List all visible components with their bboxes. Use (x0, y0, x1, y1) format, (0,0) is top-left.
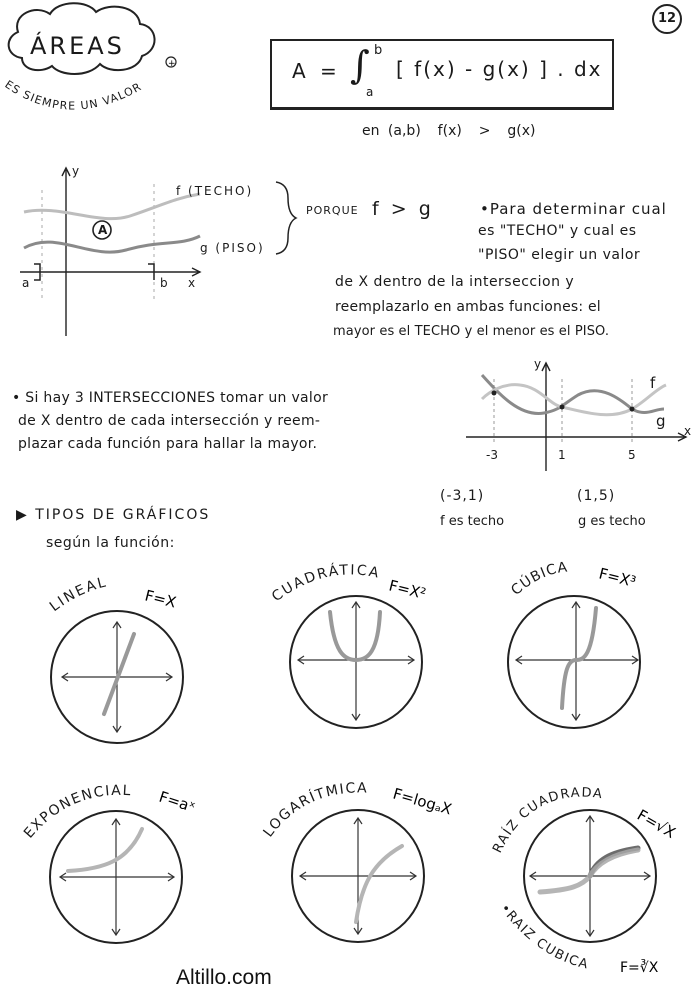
graph-type-raiz (492, 770, 692, 980)
graph-exponencial-formula: F=aˣ (156, 787, 198, 817)
tipos-sub: según la función: (46, 535, 175, 551)
graph-cubica-formula: F=X³ (597, 564, 638, 591)
explanation-line-1: •Para determinar cual (480, 200, 667, 218)
watermark: Altillo.com (176, 966, 272, 989)
graph2-tick-neg3: -3 (486, 448, 498, 462)
integral-upper: b (374, 43, 383, 58)
integral-lower: a (366, 85, 374, 99)
graph1-x-label: x (188, 276, 196, 290)
explanation-line-5: reemplazarlo en ambas funciones: el (335, 299, 601, 315)
formula-box (270, 39, 614, 110)
graph2-tick-1: 1 (558, 448, 566, 462)
graph-exponencial-name: EXPONENCIAL (20, 782, 133, 842)
intersections-line-1: • Si hay 3 INTERSECCIONES tomar un valor (12, 390, 329, 406)
interval-2-range: (1,5) (577, 488, 616, 504)
formula-body: [ f(x) - g(x) ] . dx (396, 57, 603, 81)
graph-type-lineal (42, 560, 212, 750)
interval-1-range: (-3,1) (440, 488, 485, 504)
graph-type-logaritmica (262, 772, 452, 962)
graph-lineal-name: LINEAL (46, 574, 110, 616)
graph1-f-label: f (TECHO) (176, 184, 254, 198)
subtitle-text: ES SIEMPRE UN VALOR (2, 77, 145, 113)
graph-type-cuadratica (268, 556, 448, 746)
graph-type-cubica (500, 556, 680, 746)
svg-text:CUADRÁTICA (269, 562, 382, 605)
svg-text:LINEAL (47, 574, 109, 615)
tipos-heading: ▶ TIPOS DE GRÁFICOS (16, 507, 211, 523)
intersections-line-3: plazar cada función para hallar la mayor. (18, 436, 318, 452)
graph-cuadratica-formula: F=X² (387, 576, 428, 603)
page-number-badge (652, 4, 682, 34)
graph1-g-label: g (PISO) (200, 241, 265, 255)
graph-logaritmica-formula: F=logₐX (390, 784, 454, 819)
svg-text:•RAIZ CUBICA (497, 901, 591, 972)
subtitle-mark: + (168, 59, 176, 69)
graph2-g-label: g (656, 412, 666, 430)
formula-eq: = (320, 59, 337, 83)
graph2-x-label: x (684, 424, 692, 438)
svg-text:ES SIEMPRE UN VALOR (2, 78, 144, 113)
graph2-y-label: y (534, 357, 542, 371)
graph1-a-label: a (22, 276, 30, 290)
graph-raiz-cuadrada-formula: F=√X (634, 805, 679, 842)
explanation-line-6: mayor es el TECHO y el menor es el PISO. (333, 324, 610, 339)
interval-1-result: f es techo (440, 514, 505, 529)
graph-raiz-cubica-formula: F=∛X (620, 960, 659, 976)
svg-text:CÚBICA (508, 559, 569, 598)
explanation-line-4: de X dentro de la interseccion y (335, 274, 575, 290)
formula-condition: en (a,b) f(x) > g(x) (362, 123, 536, 139)
graph1-b-label: b (160, 276, 168, 290)
graph-type-exponencial (20, 775, 214, 965)
graph2-tick-5: 5 (628, 448, 636, 462)
interval-2-result: g es techo (578, 514, 646, 529)
graph-raiz-cubica-name: •RAIZ CUBICA (496, 901, 591, 973)
explanation-line-3: "PISO" elegir un valor (478, 247, 641, 263)
graph-cuadratica-name: CUADRÁTICA (269, 562, 382, 606)
page-title: ÁREAS (30, 32, 125, 60)
graph2-f-label: f (650, 374, 656, 392)
intersections-line-2: de X dentro de cada intersección y reem- (18, 413, 321, 429)
graph-cubica-name: CÚBICA (508, 559, 570, 599)
explanation-line-2: es "TECHO" y cual es (478, 223, 637, 239)
brace-icon (270, 178, 300, 258)
graph-logaritmica-name: LOGARÍTMICA (260, 780, 369, 841)
subtitle-curve (0, 50, 180, 140)
graph1-area-label: A (98, 223, 108, 237)
graph1-y-label: y (72, 164, 80, 178)
page-number: 12 (657, 11, 677, 26)
graph-lineal-formula: F=X (143, 586, 178, 612)
graph-raiz-cuadrada-name: RAÍZ CUADRADA (490, 785, 605, 856)
formula-lhs: A (292, 59, 306, 83)
integral-sign-icon: ∫ (350, 43, 370, 87)
porque-expr: f > g (372, 198, 431, 220)
porque-word: PORQUE (306, 204, 359, 217)
